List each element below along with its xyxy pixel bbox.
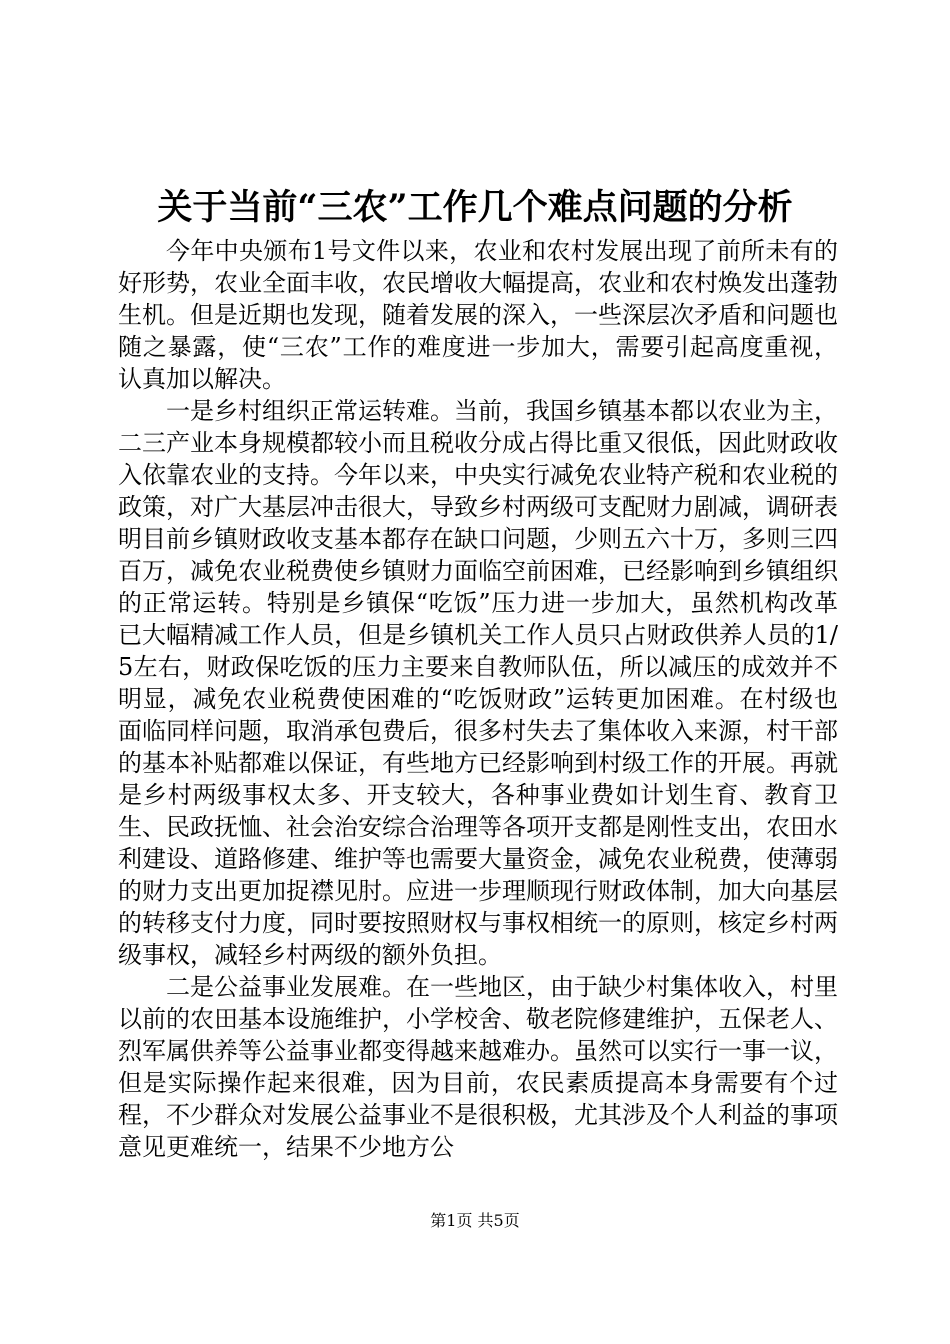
page-footer: 第1页 共5页: [430, 1211, 520, 1230]
paragraph-point-one: 一是乡村组织正常运转难。当前，我国乡镇基本都以农业为主，二三产业本身规模都较小而且税收分成占得比重又很低，因此财政收入依靠农业的支持。今年以来，中央实行减免农业特产税和农业税的政策，对广大基层冲击很大，导致乡村两级可支配财力剧减，调研表明目前乡镇财政收支基本都存在缺口问题，少则五六十万，多则三四百万，减免农业税费使乡镇财力面临空前困难，已经影响到乡镇组织的正常运转。特别是乡镇保“吃饭”压力进一步加大，虽然机构改革已大幅精减工作人员，但是乡镇机关工作人员只占财政供养人员的1/5左右，财政保吃饭的压力主要来自教师队伍，所以减压的成效并不明显，减免农业税费使困难的“吃饭财政”运转更加困难。在村级也面临同样问题，取消承包费后，很多村失去了集体收入来源，村干部的基本补贴都难以保证，有些地方已经影响到村级工作的开展。再就是乡村两级事权太多、开支较大，各种事业费如计划生育、教育卫生、民政抚恤、社会治安综合治理等各项开支都是刚性支出，农田水利建设、道路修建、维护等也需要大量资金，减免农业税费，使薄弱的财力支出更加捉襟见肘。应进一步理顺现行财政体制，加大向基层的转移支付力度，同时要按照财权与事权相统一的原则，核定乡村两级事权，减轻乡村两级的额外负担。: [118, 397, 838, 969]
document-body: [118, 235, 838, 1163]
document-title: 关于当前“三农”工作几个难点问题的分析: [157, 187, 793, 228]
paragraph-point-two: 二是公益事业发展难。在一些地区，由于缺少村集体收入，村里以前的农田基本设施维护，小学校舍、敬老院修建维护，五保老人、烈军属供养等公益事业都变得越来越难办。虽然可以实行一事一议，但是实际操作起来很难，因为目前，农民素质提高本身需要有个过程，不少群众对发展公益事业不是很积极，尤其涉及个人利益的事项意见更难统一，结果不少地方公: [118, 973, 838, 1161]
paragraph-intro: 今年中央颁布1号文件以来，农业和农村发展出现了前所未有的好形势，农业全面丰收，农民增收大幅提高，农业和农村焕发出蓬勃生机。但是近期也发现，随着发展的深入，一些深层次矛盾和问题也随之暴露，使“三农”工作的难度进一步加大，需要引起高度重视，认真加以解决。: [118, 237, 838, 393]
